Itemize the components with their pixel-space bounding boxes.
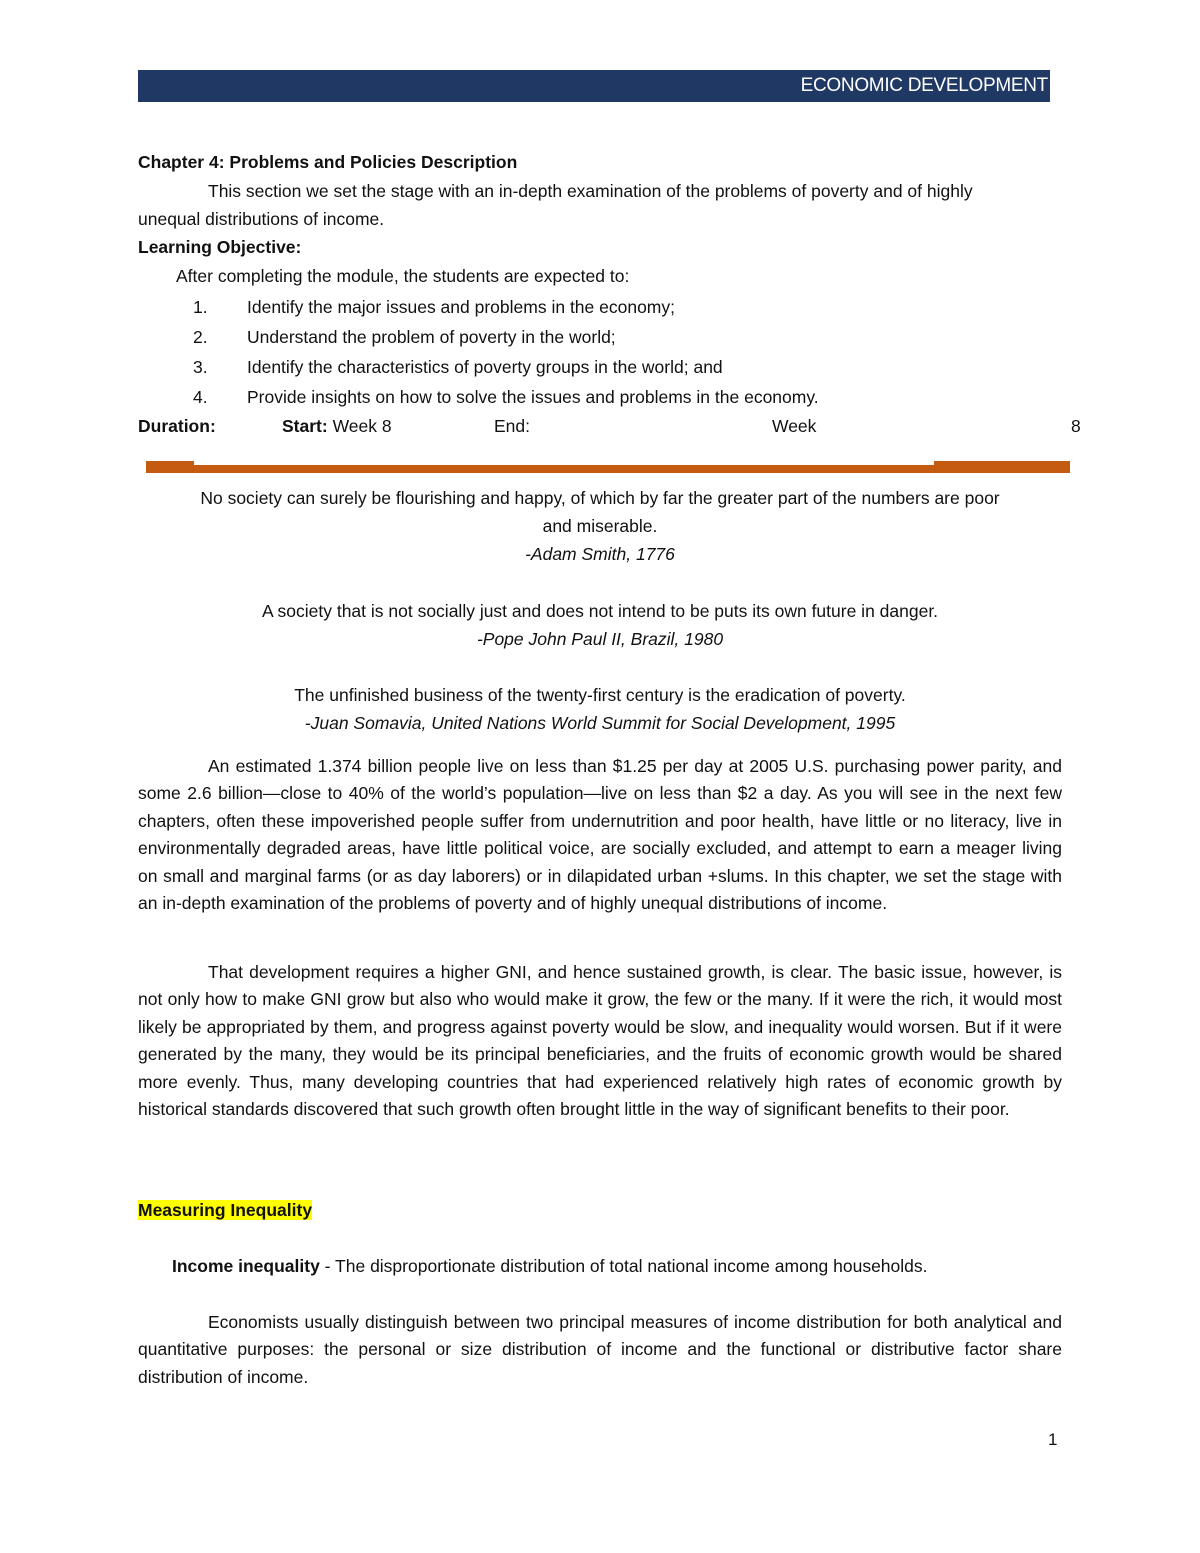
objective-text: Identify the major issues and problems in the economy; — [247, 297, 675, 317]
duration-end-week: Week — [772, 416, 817, 436]
chapter-intro-line2: unequal distributions of income. — [138, 209, 385, 229]
objective-item — [193, 386, 819, 408]
objective-number: 2. — [193, 327, 208, 347]
definition-line — [172, 1255, 928, 1277]
section-heading — [138, 1199, 312, 1221]
quote-1-line1: No society can surely be flourishing and happy, of which by far the greater part of the numbers are poor — [200, 488, 1000, 508]
learning-objective-lead: After completing the module, the students are expected to: — [176, 266, 630, 286]
quote-3-author: -Juan Somavia, United Nations World Summit for Social Development, 1995 — [304, 713, 896, 733]
objective-text: Provide insights on how to solve the issues and problems in the economy. — [247, 387, 819, 407]
paragraph-text: That development requires a higher GNI, and hence sustained growth, is clear. The basic issue, however, is not only how to make GNI grow but also who would make it grow, the few or the many. If it were the rich, it would most likely be appropriated by them, and progress against poverty would be slow, and inequality would worsen. But if it were generated by the many, they would be its principal beneficiaries, and the fruits of economic growth would be shared more evenly. Thus, many developing countries that had experienced relatively high rates of economic growth by historical standards discovered that such growth often brought little in the way of significant benefits to their poor. — [138, 962, 1062, 1120]
definition-term: Income inequality — [172, 1256, 320, 1276]
objective-text: Identify the characteristics of poverty groups in the world; and — [247, 357, 723, 377]
body-paragraph-1 — [138, 753, 1062, 917]
objective-number: 1. — [193, 297, 208, 317]
page-number: 1 — [1048, 1430, 1058, 1449]
objective-text: Understand the problem of poverty in the world; — [247, 327, 616, 347]
learning-objective-heading: Learning Objective: — [138, 237, 302, 257]
quote-1-line2: and miserable. — [542, 516, 658, 536]
definition-text: - The disproportionate distribution of total national income among households. — [319, 1256, 928, 1276]
objective-item — [193, 296, 675, 318]
quote-2-line1: A society that is not socially just and does not intend to be puts its own future in danger. — [261, 601, 939, 621]
duration-end-value: 8 — [1071, 416, 1081, 436]
body-paragraph-3 — [138, 1309, 1062, 1391]
objective-item — [193, 326, 616, 348]
duration-end-label: End: — [494, 416, 530, 436]
quote-3-line1: The unfinished business of the twenty-first century is the eradication of poverty. — [294, 685, 906, 705]
header-band — [138, 70, 1050, 102]
body-paragraph-2 — [138, 959, 1062, 1123]
header-title: ECONOMIC DEVELOPMENT — [800, 75, 1048, 96]
divider-rule — [146, 465, 1070, 473]
duration-start — [282, 415, 392, 437]
objective-item — [193, 356, 723, 378]
objective-number: 3. — [193, 357, 208, 377]
chapter-intro-line1: This section we set the stage with an in-depth examination of the problems of poverty and of highly — [208, 181, 973, 201]
section-heading-text: Measuring Inequality — [138, 1200, 313, 1220]
paragraph-text: Economists usually distinguish between two principal measures of income distribution for both analytical and quantitative purposes: the personal or size distribution of income and the functional or distributive factor share distribution of income. — [138, 1312, 1062, 1387]
chapter-heading: Chapter 4: Problems and Policies Description — [138, 152, 518, 172]
duration-start-label: Start: — [282, 416, 328, 436]
duration-label: Duration: — [138, 416, 216, 436]
quote-1-author: -Adam Smith, 1776 — [525, 544, 675, 564]
duration-start-value: Week 8 — [332, 416, 392, 436]
paragraph-text: An estimated 1.374 billion people live on less than $1.25 per day at 2005 U.S. purchasing power parity, and some 2.6 billion—close to 40% of the world’s population—live on less than $2 a day. As you will see in the next few chapters, often these impoverished people suffer from undernutrition and poor health, have little or no literacy, live in environmentally degraded areas, have little political voice, are socially excluded, and attempt to earn a meager living on small and marginal farms (or as day laborers) or in dilapidated urban +slums. In this chapter, we set the stage with an in-depth examination of the problems of poverty and of highly unequal distributions of income. — [138, 756, 1062, 914]
objective-number: 4. — [193, 387, 208, 407]
quote-2-author: -Pope John Paul II, Brazil, 1980 — [476, 629, 724, 649]
